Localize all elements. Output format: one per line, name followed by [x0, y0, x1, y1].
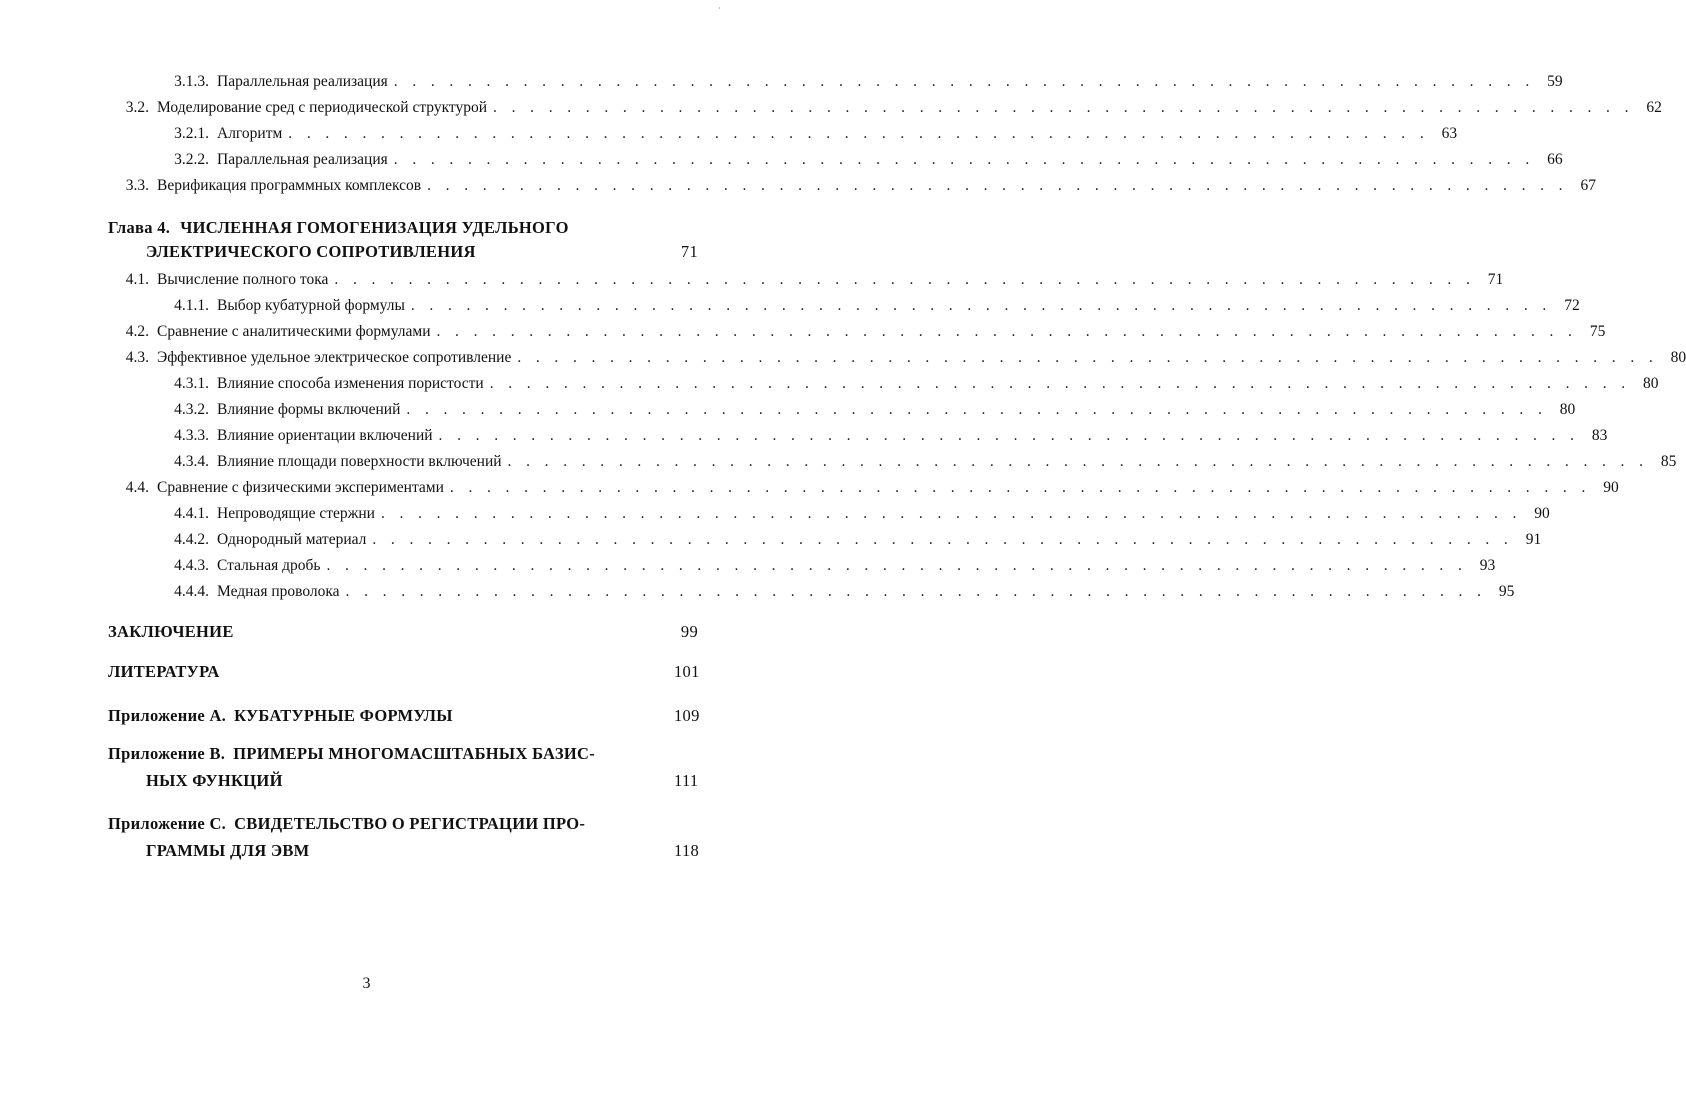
dot-leader: . . . . . . . . . . . . . . . . . . . . . . . . . . . . . . . . . . . . . . . . . . . . . . . . . . . . . . . . . . . . . . — [345, 583, 1487, 600]
page-number: 90 — [1534, 505, 1550, 522]
appendix-title: КУБАТУРНЫЕ ФОРМУЛЫ — [234, 706, 453, 725]
appendix-prefix: Приложение A. — [108, 706, 227, 725]
toc-entry-3-2-1[interactable] — [108, 124, 1458, 143]
section-title: Параллельная реализация — [217, 73, 388, 90]
section-number: 4.3.4. — [174, 453, 209, 470]
section-number: 4.3.2. — [174, 401, 209, 418]
dot-leader: . . . . . . . . . . . . . . . . . . . . . . . . . . . . . . . . . . . . . . . . . . . . . . . . . . . . . . . . . . . . . . — [326, 557, 1468, 574]
page-number: 67 — [1580, 177, 1596, 194]
dot-leader: . . . . . . . . . . . . . . . . . . . . . . . . . . . . . . . . . . . . . . . . . . . . . . . . . . . . . . . . . . . . . . — [449, 479, 1591, 496]
toc-entry-3-1-3[interactable] — [108, 72, 1563, 91]
page-number: 118 — [674, 841, 700, 860]
section-title: Моделирование сред с периодической структурой — [157, 99, 488, 116]
section-title: Верификация программных комплексов — [157, 177, 422, 194]
section-title: Выбор кубатурной формулы — [217, 297, 405, 314]
section-title: Параллельная реализация — [217, 151, 388, 168]
dot-leader: . . . . . . . . . . . . . . . . . . . . . . . . . . . . . . . . . . . . . . . . . . . . . . . . . . . . . . . . . . . . . . — [393, 151, 1535, 168]
section-number: 4.1.1. — [174, 297, 209, 314]
toc-entry-4-3-4[interactable] — [108, 452, 1677, 471]
dot-leader: . . . . . . . . . . . . . . . . . . . . . . . . . . . . . . . . . . . . . . . . . . . . . . . . . . . . . . . . . . . . . . — [438, 427, 1580, 444]
section-number: 3.2. — [125, 99, 149, 116]
toc-entry-3-3[interactable] — [108, 176, 1596, 195]
page-number: 111 — [674, 771, 699, 790]
page-number: 83 — [1591, 427, 1608, 444]
section-number: 3.1.3. — [174, 73, 209, 90]
toc-entry-4-3[interactable] — [108, 348, 1686, 367]
dot-leader: . . . . . . . . . . . . . . . . . . . . . . . . . . . . . . . . . . . . . . . . . . . . . . . . . . . . . . . . . . . . . . — [406, 401, 1548, 418]
section-number: 4.4.4. — [174, 583, 209, 600]
page-number: 80 — [1670, 349, 1686, 366]
appendix-prefix: Приложение B. — [108, 744, 226, 763]
toc-entry-4-4-4[interactable] — [108, 582, 1515, 601]
dot-leader: . . . . . . . . . . . . . . . . . . . . . . . . . . . . . . . . . . . . . . . . . . . . . . . . . . . . . . . . . . . . . . — [334, 271, 1476, 288]
page-number: 80 — [1643, 375, 1659, 392]
appendix-title-line1: ПРИМЕРЫ МНОГОМАСШТАБНЫХ БАЗИС- — [233, 744, 596, 763]
section-number: 3.2.2. — [174, 151, 209, 168]
toc-entry-4-4-2[interactable] — [108, 530, 1542, 549]
section-number: 4.4. — [125, 479, 149, 496]
chapter-title-line1: ЧИСЛЕННАЯ ГОМОГЕНИЗАЦИЯ УДЕЛЬНОГО — [180, 218, 569, 237]
section-number: 3.2.1. — [174, 125, 209, 142]
section-title: Однородный материал — [217, 531, 367, 548]
page-number: 66 — [1547, 151, 1563, 168]
section-number: 4.2. — [125, 323, 149, 340]
appendix-title-line2: ГРАММЫ ДЛЯ ЭВМ — [146, 841, 310, 860]
section-title: Стальная дробь — [217, 557, 321, 574]
dot-leader: . . . . . . . . . . . . . . . . . . . . . . . . . . . . . . . . . . . . . . . . . . . . . . . . . . . . . . . . . . . . . . — [517, 349, 1659, 366]
section-title: ЛИТЕРАТУРА — [108, 662, 220, 681]
toc-entry-4-1-1[interactable] — [108, 296, 1580, 315]
toc-entry-4-1[interactable] — [108, 270, 1504, 289]
toc-entry-4-4-1[interactable] — [108, 504, 1550, 523]
section-number: 4.4.2. — [174, 531, 209, 548]
chapter-title-line2: ЭЛЕКТРИЧЕСКОГО СОПРОТИВЛЕНИЯ — [146, 242, 476, 261]
toc-entry-4-3-1[interactable] — [108, 374, 1659, 393]
page-number: 71 — [1487, 271, 1504, 288]
toc-chapter-4[interactable] — [108, 218, 698, 261]
section-number: 3.3. — [125, 177, 149, 194]
section-title: Непроводящие стержни — [217, 505, 375, 522]
appendix-prefix: Приложение C. — [108, 814, 227, 833]
page-number: 72 — [1564, 297, 1580, 314]
chapter-prefix: Глава 4. — [108, 218, 171, 237]
section-title: Эффективное удельное электрическое сопротивление — [157, 349, 512, 366]
page-number: 91 — [1525, 531, 1542, 548]
section-title: Сравнение с аналитическими формулами — [157, 323, 431, 340]
section-number: 4.4.3. — [174, 557, 209, 574]
page-number: 95 — [1498, 583, 1515, 600]
page-number: 75 — [1589, 323, 1606, 340]
page-number: 59 — [1547, 73, 1563, 90]
page-number: 71 — [680, 242, 698, 261]
section-number: 4.1. — [125, 271, 149, 288]
section-title: Влияние площади поверхности включений — [217, 453, 502, 470]
section-number: 4.3. — [125, 349, 149, 366]
page-number: 62 — [1646, 99, 1662, 116]
toc-appendix-b[interactable] — [108, 744, 698, 790]
dot-leader: . . . . . . . . . . . . . . . . . . . . . . . . . . . . . . . . . . . . . . . . . . . . . . . . . . . . . . . . . . . . . . — [489, 375, 1631, 392]
page-number: 90 — [1603, 479, 1619, 496]
toc-appendix-a[interactable] — [108, 706, 698, 725]
dot-leader: . . . . . . . . . . . . . . . . . . . . . . . . . . . . . . . . . . . . . . . . . . . . . . . . . . . . . . . . . . . . . . — [436, 323, 1578, 340]
page-number: 109 — [674, 706, 700, 725]
page-footer-number: 3 — [362, 975, 371, 992]
toc-entry-4-3-3[interactable] — [108, 426, 1608, 445]
toc-literature[interactable] — [108, 662, 698, 681]
dot-leader: . . . . . . . . . . . . . . . . . . . . . . . . . . . . . . . . . . . . . . . . . . . . . . . . . . . . . . . . . . . . . . — [427, 177, 1568, 194]
section-number: 4.3.3. — [174, 427, 209, 444]
page-number: 63 — [1441, 125, 1458, 142]
toc-conclusion[interactable] — [108, 622, 698, 641]
page-number: 80 — [1559, 401, 1576, 418]
page-number: 99 — [680, 622, 698, 641]
dot-leader: . . . . . . . . . . . . . . . . . . . . . . . . . . . . . . . . . . . . . . . . . . . . . . . . . . . . . . . . . . . . . . — [288, 125, 1430, 142]
dot-leader: . . . . . . . . . . . . . . . . . . . . . . . . . . . . . . . . . . . . . . . . . . . . . . . . . . . . . . . . . . . . . . — [393, 73, 1535, 90]
section-title: Сравнение с физическими экспериментами — [157, 479, 444, 496]
dot-leader: . . . . . . . . . . . . . . . . . . . . . . . . . . . . . . . . . . . . . . . . . . . . . . . . . . . . . . . . . . . . . . — [507, 453, 1649, 470]
section-title: Влияние способа изменения пористости — [217, 375, 484, 392]
toc-entry-4-4[interactable] — [108, 478, 1619, 497]
toc-entry-4-3-2[interactable] — [108, 400, 1576, 419]
dot-leader: . . . . . . . . . . . . . . . . . . . . . . . . . . . . . . . . . . . . . . . . . . . . . . . . . . . . . . . . . . . . . . — [410, 297, 1552, 314]
page-number: 93 — [1479, 557, 1496, 574]
page-number: 85 — [1660, 453, 1677, 470]
toc-entry-4-2[interactable] — [108, 322, 1606, 341]
toc-entry-3-2-2[interactable] — [108, 150, 1563, 169]
section-number: 4.3.1. — [174, 375, 209, 392]
dot-leader: . . . . . . . . . . . . . . . . . . . . . . . . . . . . . . . . . . . . . . . . . . . . . . . . . . . . . . . . . . . . . . — [493, 99, 1634, 116]
section-number: 4.4.1. — [174, 505, 209, 522]
section-title: Влияние ориентации включений — [217, 427, 433, 444]
section-title: Алгоритм — [217, 125, 283, 142]
page-number: 101 — [674, 662, 700, 681]
corner-mark: · — [718, 4, 721, 13]
dot-leader: . . . . . . . . . . . . . . . . . . . . . . . . . . . . . . . . . . . . . . . . . . . . . . . . . . . . . . . . . . . . . . — [372, 531, 1514, 548]
section-title: Медная проволока — [217, 583, 340, 600]
appendix-title-line2: НЫХ ФУНКЦИЙ — [146, 771, 283, 790]
dot-leader: . . . . . . . . . . . . . . . . . . . . . . . . . . . . . . . . . . . . . . . . . . . . . . . . . . . . . . . . . . . . . . — [380, 505, 1522, 522]
appendix-title-line1: СВИДЕТЕЛЬСТВО О РЕГИСТРАЦИИ ПРО- — [234, 814, 586, 833]
section-title: Вычисление полного тока — [157, 271, 329, 288]
toc-entry-4-4-3[interactable] — [108, 556, 1496, 575]
section-title: Влияние формы включений — [217, 401, 401, 418]
toc-entry-3-2[interactable] — [108, 98, 1662, 117]
toc-appendix-c[interactable] — [108, 814, 698, 860]
section-title: ЗАКЛЮЧЕНИЕ — [108, 622, 234, 641]
